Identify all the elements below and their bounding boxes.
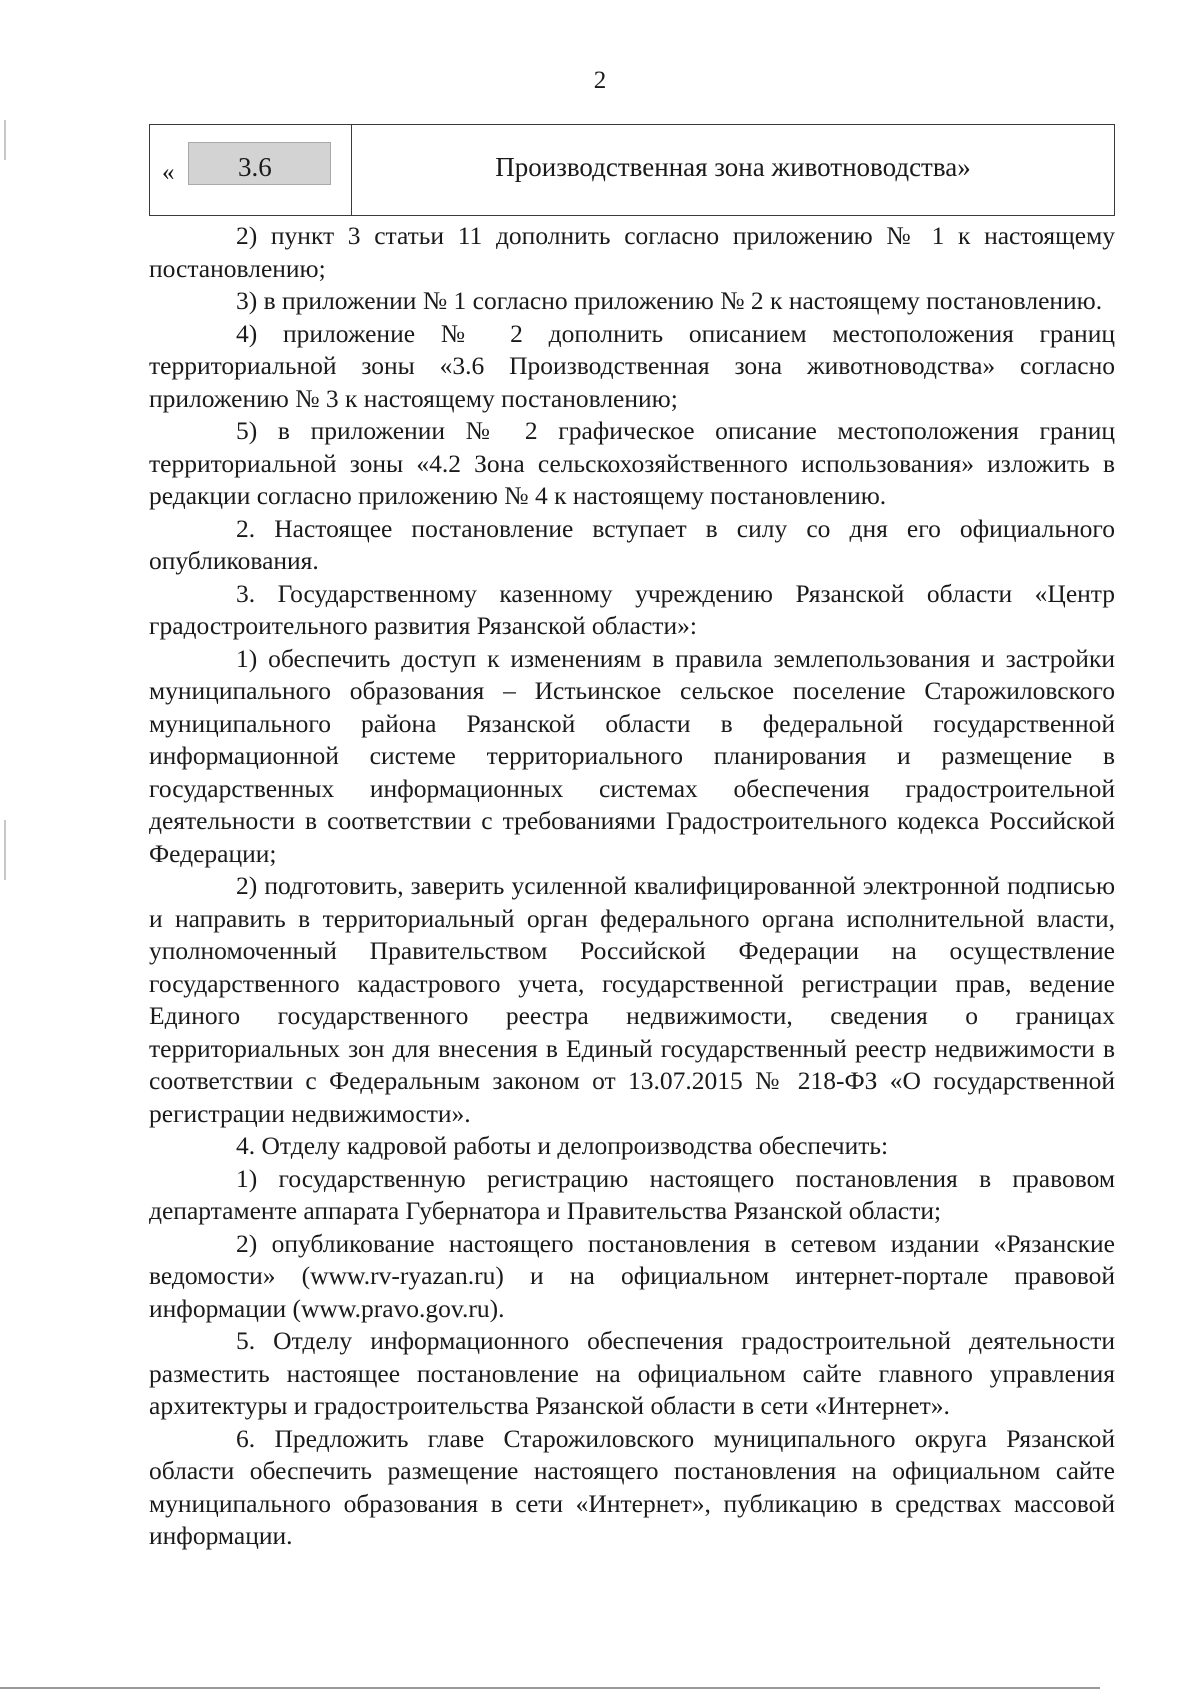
scan-edge-line bbox=[0, 1687, 1100, 1689]
paragraph: 2) подготовить, заверить усиленной квалифицированной электронной подписью и направить в территориальный орган федерального органа исполнительной власти, уполномоченный Правительством Российской Федерации на осуществление государственного кадастрового учета, государственной регистрации прав, ведение Единого государственного реестра недвижимости, сведения о границах территориальных зон для внесения в Единый государственный реестр недвижимости в соответствии с Федеральным законом от 13.07.2015 № 218-ФЗ «О государственной регистрации недвижимости». bbox=[149, 871, 1115, 1128]
paragraph: 1) обеспечить доступ к изменениям в правила землепользования и застройки муниципального образования – Истьинское сельское поселение Старожиловского муниципального района Рязанской области в федеральной государственной информационной системе территориального планирования и размещение в государственных информационных системах обеспечения градостроительной деятельности в соответствии с требованиями Градостроительного кодекса Российской Федерации; bbox=[149, 643, 1115, 868]
page-number: 2 bbox=[593, 67, 607, 94]
paragraph: 2) пункт 3 статьи 11 дополнить согласно приложению № 1 к настоящему постановлению; bbox=[149, 221, 1115, 283]
paragraph: 2. Настоящее постановление вступает в силу со дня его официального опубликования. bbox=[149, 513, 1115, 575]
paragraph: 4) приложение № 2 дополнить описанием местоположения границ территориальной зоны «3.6 Производственная зона животноводства» согласно приложению № 3 к настоящему постановлению; bbox=[149, 318, 1115, 413]
zone-table bbox=[149, 124, 1115, 216]
paragraph: 5. Отделу информационного обеспечения градостроительной деятельности разместить настоящее постановление на официальном сайте главного управления архитектуры и градостроительства Рязанской области в сети «Интернет». bbox=[149, 1326, 1115, 1420]
open-quote: « bbox=[162, 159, 175, 186]
scan-artifact bbox=[4, 120, 6, 160]
body-text bbox=[149, 220, 1115, 1553]
paragraph: 6. Предложить главе Старожиловского муниципального округа Рязанской области обеспечить размещение настоящего постановления на официальном сайте муниципального образования в сети «Интернет», публикацию в средствах массовой информации. bbox=[149, 1423, 1115, 1550]
paragraph: 3) в приложении № 1 согласно приложению № 2 к настоящему постановлению. bbox=[236, 286, 1103, 315]
paragraph: 5) в приложении № 2 графическое описание местоположения границ территориальной зоны «4.2 Зона сельскохозяйственного использования» изложить в редакции согласно приложению № 4 к настоящему постановлению. bbox=[149, 416, 1115, 510]
paragraph: 2) опубликование настоящего постановления в сетевом издании «Рязанские ведомости» (www.rv-ryazan.ru) и на официальном интернет-портале правовой информации (www.pravo.gov.ru). bbox=[149, 1228, 1115, 1323]
paragraph: 4. Отделу кадровой работы и делопроизводства обеспечить: bbox=[236, 1131, 889, 1160]
zone-name: Производственная зона животноводства» bbox=[495, 151, 971, 182]
zone-code: 3.6 bbox=[238, 152, 272, 182]
zone-code-cell bbox=[150, 125, 352, 215]
paragraph: 3. Государственному казенному учреждению Рязанской области «Центр градостроительного развития Рязанской области»: bbox=[149, 578, 1115, 640]
scan-artifact bbox=[4, 820, 6, 880]
paragraph: 1) государственную регистрацию настоящего постановления в правовом департаменте аппарата Губернатора и Правительства Рязанской области; bbox=[149, 1163, 1115, 1225]
